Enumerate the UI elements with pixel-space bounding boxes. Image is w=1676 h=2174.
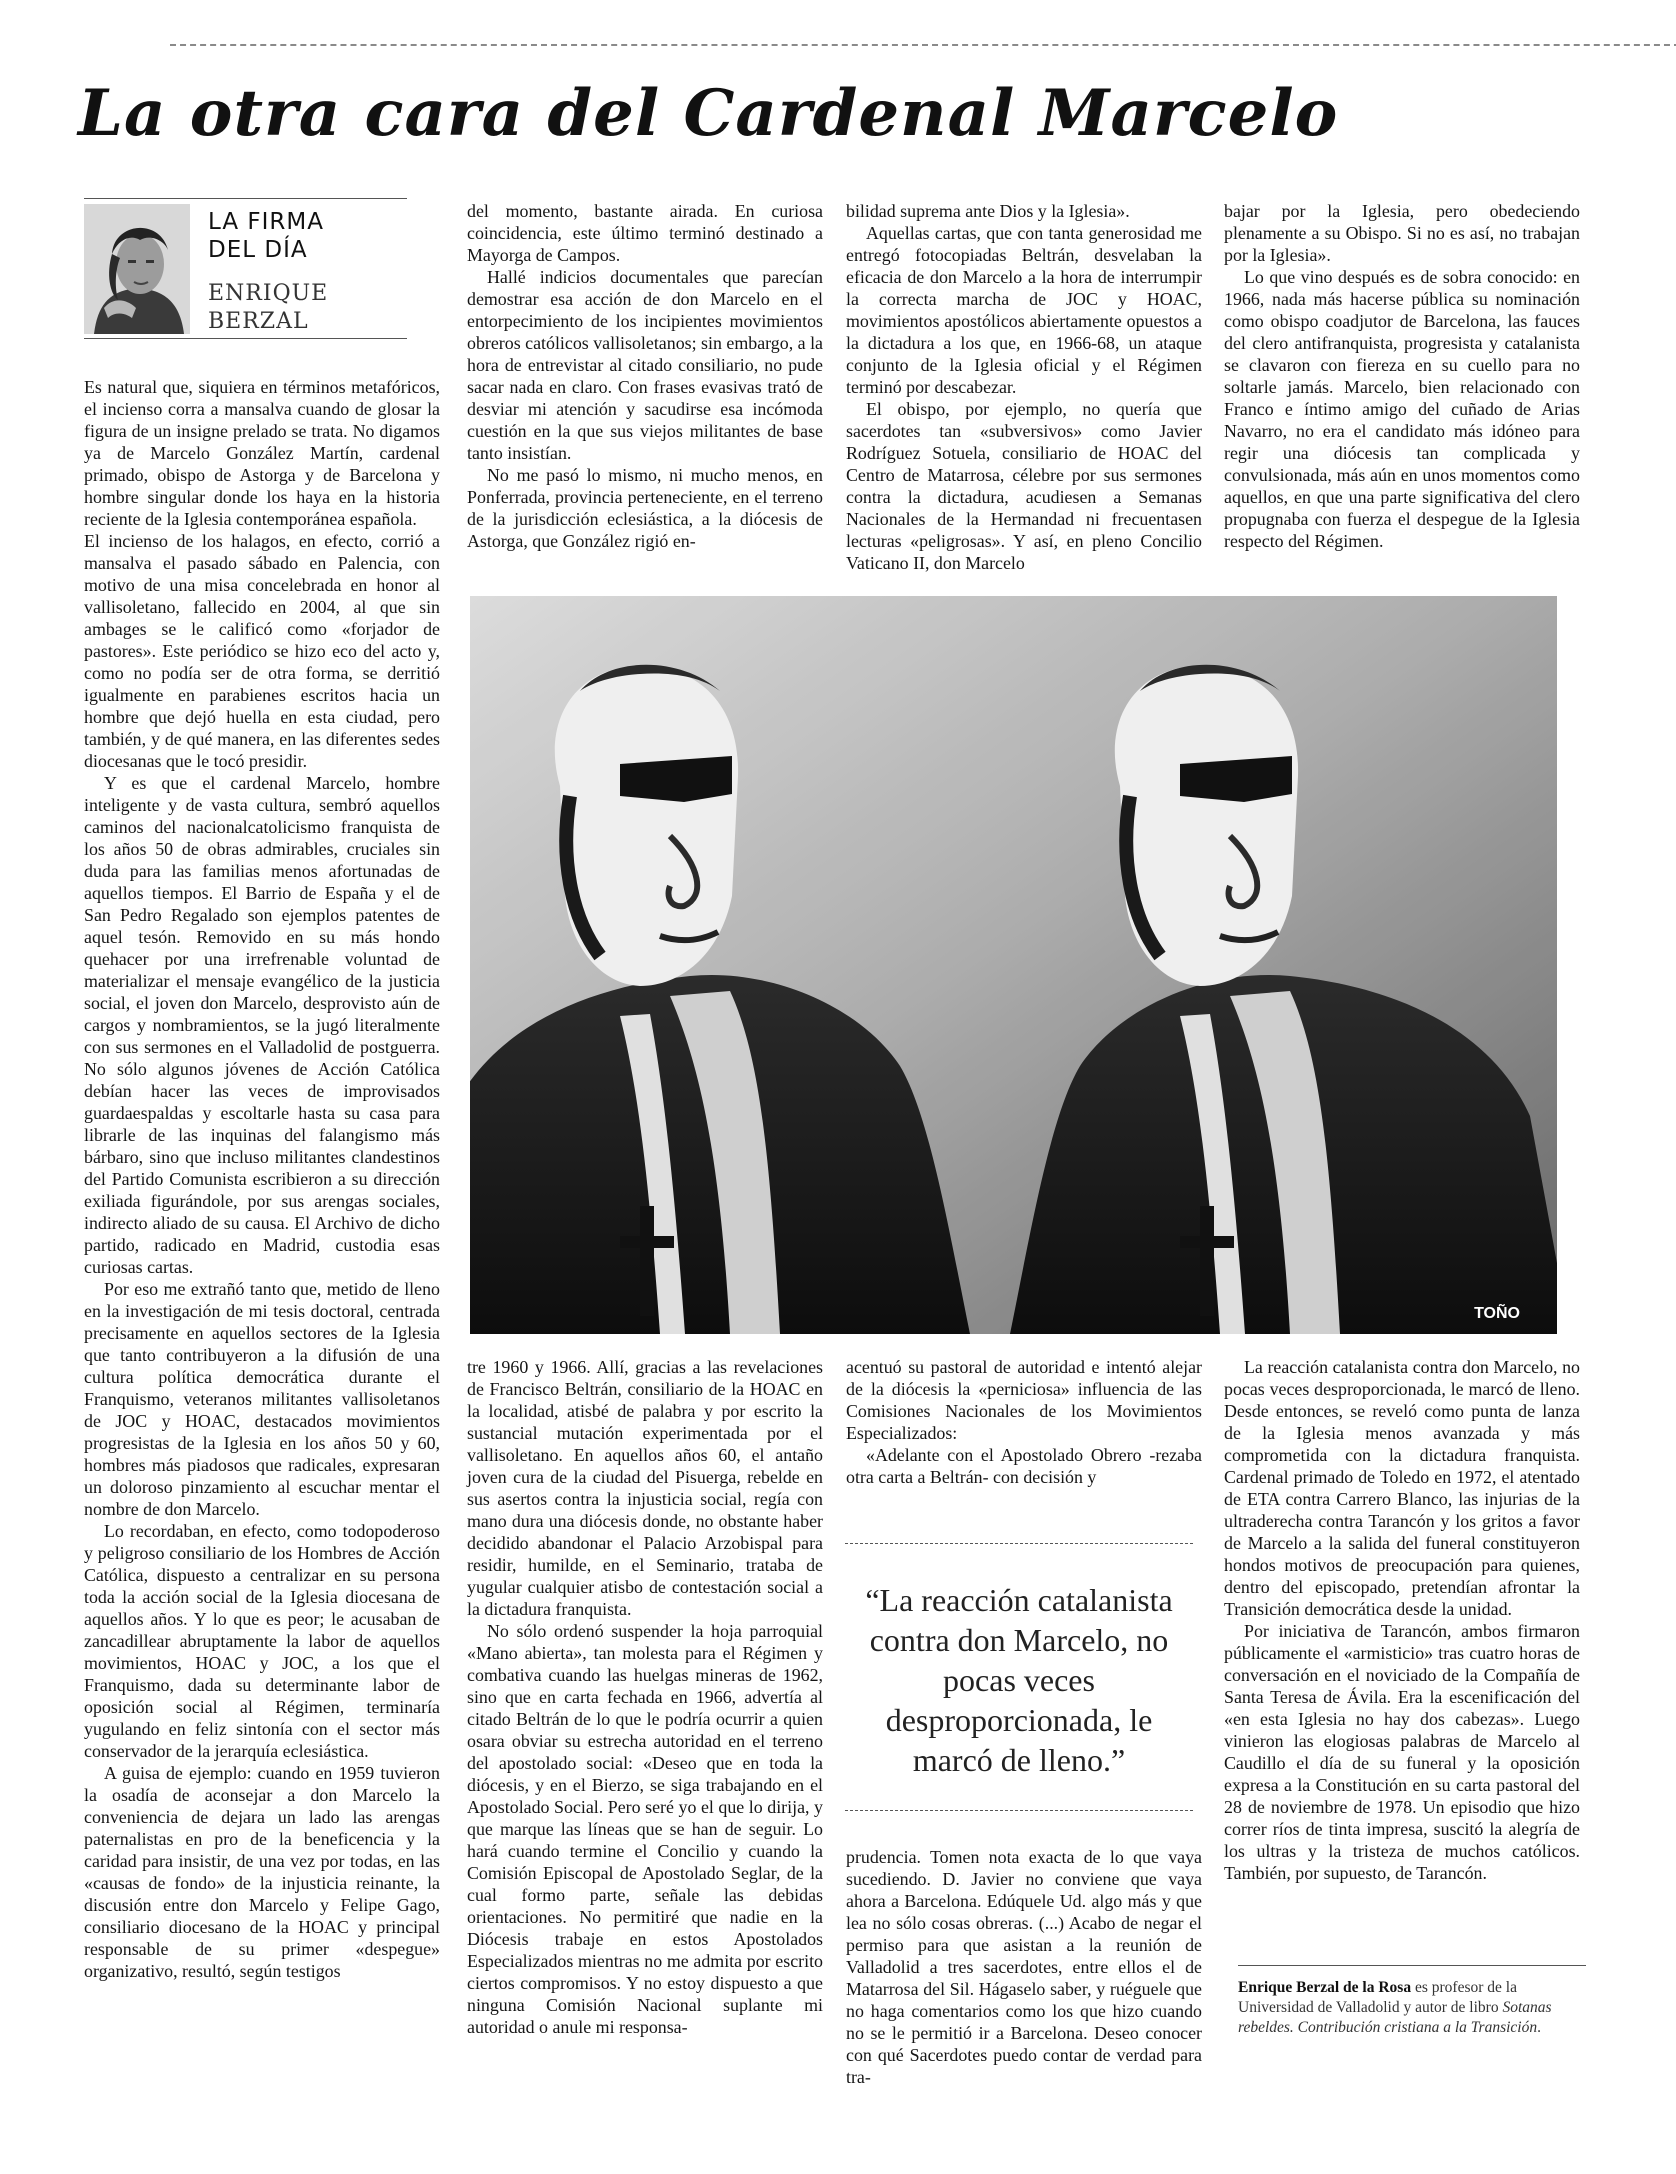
byline-top-rule [84, 198, 407, 199]
author-bio-name: Enrique Berzal de la Rosa [1238, 1979, 1412, 1996]
paragraph: A guisa de ejemplo: cuando en 1959 tuvieron la osadía de aconsejar a don Marcelo la conveniencia de dejara un lado las arengas paternalistas en pro de la beneficencia y la caridad para insistir, de una vez por todas, en las «causas de fondo» de la injusticia reinante, la discusión entre don Marcelo y Felipe Gago, consiliario diocesano de la HOAC y principal responsable de su primer «despegue» organizativo, resultó, según testigos [84, 1763, 440, 1981]
author-first-name: ENRIQUE [208, 281, 329, 306]
section-label-line-1: LA FIRMA [208, 209, 324, 235]
paragraph: Lo que vino después es de sobra conocido: en 1966, nada más hacerse pública su nominación como obispo coadjutor de Barcelona, las fauces del clero antifranquista, progresista y catalanista se clavaron con fiereza en su cuello para no soltarle jamás. Marcelo, bien relacionado con Franco e íntimo amigo del cuñado de Arias Navarro, no era el candidato más idóneo para regir una diócesis tan complicada y convulsionada, más aún en unos momentos como aquellos, en que una parte significativa del clero propugnaba con fuerza el despegue de la Iglesia respecto del Régimen. [1224, 267, 1580, 551]
paragraph: prudencia. Tomen nota exacta de lo que vaya sucediendo. D. Javier no conviene que vaya ahora a Barcelona. Edúquele Ud. algo más y que lea no sólo cosas obreras. (...) Acabo de negar el permiso para que asistan a la reunión de Valladolid a tres sacerdotes, entre ellos el de Matarrosa del Sil. Hágaselo saber, y ruéguele que no haga comentarios como los que hizo cuando no se le permitió ir a Barcelona. Deseo conocer con qué Sacerdotes puedo contar de verdad para tra- [846, 1847, 1202, 2087]
author-bio-text: es profesor de la Universidad de Valladolid y autor de libro [1238, 1979, 1517, 2016]
author-bio-end: . [1537, 2019, 1541, 2036]
paragraph: Lo recordaban, en efecto, como todopoderoso y peligroso consiliario de los Hombres de Acción Católica, dispuesto a centralizar en su persona toda la acción social de la Iglesia diocesana de aquellos años. Y lo que es peor; le acusaban de zancadillear abruptamente la labor de aquellos movimientos, HOAC y JOC, a los que el Franquismo, dada su determinante labor de oposición social al Régimen, terminaría yugulando en feliz sintonía con el sector más conservador de la jerarquía eclesiástica. [84, 1521, 440, 1761]
paragraph: bajar por la Iglesia, pero obedeciendo plenamente a su Obispo. Si no es así, no trabajan por la Iglesia». [1224, 201, 1580, 265]
paragraph: Y es que el cardenal Marcelo, hombre inteligente y de vasta cultura, sembró aquellos caminos del nacionalcatolicismo franquista de los años 50 de obras admirables, cruciales sin duda para las familias menos afortunadas de aquellos tiempos. El Barrio de España y el de San Pedro Regalado son ejemplos patentes de aquel tesón. Removido en su más hondo quehacer por una irrefrenable voluntad de materializar el mensaje evangélico de la justicia social, el joven don Marcelo, desprovisto aún de cargos y nombramientos, se la jugó literalmente con sus sermones en el Valladolid de postguerra. No sólo algunos jóvenes de Acción Católica debían hacer las veces de improvisados guardaespaldas y escoltarle hasta su casa para librarle de las inquinas del falangismo más bárbaro, sino que incluso militantes clandestinos del Partido Comunista escribieron a su dirección exiliada figurándole, por sus arengas sociales, indirecto aliado de su causa. El Archivo de dicho partido, radicado en Madrid, custodia esas curiosas cartas. [84, 773, 440, 1277]
author-bio [1238, 1978, 1588, 2038]
author-byline [84, 198, 407, 340]
column-3-bottom-a [846, 1356, 1202, 1488]
byline-bottom-rule [84, 338, 407, 339]
paragraph: No sólo ordenó suspender la hoja parroquial «Mano abierta», tan molesta para el Régimen y combativa cuando las huelgas mineras de 1962, sino que en carta fechada en 1966, advertía al citado Beltrán de lo que le podría ocurrir a quien osara obviar su estrecha autoridad en el terreno del apostolado social: «Deseo que en toda la diócesis, y en el Bierzo, se siga trabajando en el Apostolado Social. Pero seré yo el que lo dirija, y que marque las líneas que se han de seguir. Lo hará cuando termine el Concilio y cuando la Comisión Episcopal de Apostolado Seglar, de la cual formo parte, señale las debidas orientaciones. No permitiré que nadie en la Diócesis trabaje en estos Apostolados Especializados mientras no me admita por escrito ciertos compromisos. Y no estoy dispuesto a que ninguna Comisión Nacional suplante mi autoridad o anule mi responsa- [467, 1621, 823, 2037]
author-portrait [84, 204, 190, 334]
section-label-line-2: DEL DÍA [208, 237, 308, 263]
author-bio-rule [1238, 1965, 1586, 1966]
column-2-bottom [467, 1356, 823, 2038]
paragraph: Aquellas cartas, que con tanta generosidad me entregó fotocopiadas Beltrán, desvelaban la eficacia de don Marcelo a la hora de interrumpir la correcta marcha de JOC y HOAC, movimientos apostólicos abiertamente opuestos a la dictadura a los que, en 1966-68, un ataque conjunto de la Iglesia oficial y el Régimen terminó por descabezar. [846, 223, 1202, 397]
illustrator-signature: TOÑO [1474, 1305, 1520, 1322]
pull-quote-bottom-rule [845, 1810, 1193, 1811]
pull-quote-top-rule [845, 1543, 1193, 1544]
paragraph: La reacción catalanista contra don Marcelo, no pocas veces desproporcionada, le marcó de lleno. Desde entonces, se reveló como punta de lanza de la Iglesia menos avanzada y más comprometida con la dictadura franquista. Cardenal primado de Toledo en 1972, el atentado de ETA contra Carrero Blanco, las injurias de la ultraderecha contra Tarancón y los gritos a favor de Marcelo a la salida del funeral constituyeron hondos motivos de preocupación para quienes, dentro del episcopado, pretendían afrontar la Transición democrática desde la unidad. [1224, 1357, 1580, 1619]
paragraph: acentuó su pastoral de autoridad e intentó alejar de la diócesis la «perniciosa» influencia de las Comisiones Nacionales de los Movimientos Especializados: [846, 1357, 1202, 1443]
column-3-bottom-b [846, 1846, 1202, 2088]
headline: La otra cara del Cardenal Marcelo [78, 76, 1339, 151]
column-4-bottom [1224, 1356, 1580, 1884]
paragraph: bilidad suprema ante Dios y la Iglesia». [846, 201, 1130, 221]
pull-quote: “La reacción catalanista contra don Marcelo, no pocas veces desproporcionada, le marcó de lleno.” [865, 1582, 1173, 1778]
paragraph: El obispo, por ejemplo, no quería que sacerdotes tan «subversivos» como Javier Rodríguez Sotuela, consiliario de HOAC del Centro de Matarrosa, célebre por sus sermones contra la dictadura, acudiesen a Semanas Nacionales de la Hermandad ni frecuentasen lecturas «peligrosas». Y así, en pleno Concilio Vaticano II, don Marcelo [846, 399, 1202, 573]
paragraph: Es natural que, siquiera en términos metafóricos, el incienso corra a mansalva cuando de glosar la figura de un insigne prelado se trata. No digamos ya de Marcelo González Martín, cardenal primado, obispo de Astorga y de Barcelona y hombre singular donde los haya en la historia reciente de la Iglesia contemporánea española. [84, 377, 440, 529]
paragraph: tre 1960 y 1966. Allí, gracias a las revelaciones de Francisco Beltrán, consiliario de la HOAC en la localidad, atisbé de palabra y por escrito la sustancial mutación experimentada por el vallisoletano. En aquellos años 60, el antaño joven cura de la ciudad del Pisuerga, rebelde en sus asertos contra la injusticia social, regía con mano dura una diócesis donde, no obstante haber decidido abandonar el Palacio Arzobispal para residir, humilde, en el Seminario, trataba de yugular cualquier atisbo de contestación social a la dictadura franquista. [467, 1357, 823, 1619]
paragraph: El incienso de los halagos, en efecto, corrió a mansalva el pasado sábado en Palencia, con motivo de una misa concelebrada en honor al vallisoletano, fallecido en 2004, al que sin ambages se le calificó como «forjador de pastores». Este periódico se hizo eco del acto y, como no podía ser de otra forma, se derritió igualmente en parabienes escritos hacia un hombre que dejó huella en esta ciudad, pero también, y de qué manera, en las diferentes sedes diocesanas que le tocó presidir. [84, 531, 440, 771]
column-2-top [467, 200, 823, 552]
paragraph: del momento, bastante airada. En curiosa coincidencia, este último terminó destinado a Mayorga de Campos. [467, 201, 823, 265]
paragraph: Por eso me extrañó tanto que, metido de lleno en la investigación de mi tesis doctoral, centrada precisamente en aquellos sectores de la Iglesia que tanto contribuyeron a la difusión de una cultura política democrática durante el Franquismo, veteranos militantes vallisoletanos de JOC y HOAC, destacados movimientos progresistas de la Iglesia en los años 50 y 60, hombres más piadosos que radicales, expresaran un doloroso pinzamiento al escuchar mentar el nombre de don Marcelo. [84, 1279, 440, 1519]
top-dashed-rule [170, 44, 1676, 46]
paragraph: Por iniciativa de Tarancón, ambos firmaron públicamente el «armisticio» tras cuatro horas de conversación en el noviciado de la Compañía de Santa Teresa de Ávila. Era la escenificación del «en esta Iglesia no hay dos cabezas». Luego vinieron las elogiosas palabras de Marcelo al Caudillo el día de su funeral y la oposición expresa a la Constitución en su carta pastoral del 28 de noviembre de 1978. Un episodio que hizo correr ríos de tinta impresa, suscitó la alegría de los ultras y la tristeza de muchos católicos. También, por supuesto, de Tarancón. [1224, 1621, 1580, 1883]
author-bio-book: Sotanas rebeldes. Contribución cristiana a la Transición [1238, 1999, 1552, 2036]
column-1 [84, 376, 440, 1982]
author-name [208, 280, 398, 336]
column-3-top [846, 200, 1202, 574]
section-label [208, 208, 398, 264]
paragraph: «Adelante con el Apostolado Obrero -rezaba otra carta a Beltrán- con decisión y [846, 1445, 1202, 1487]
paragraph: No me pasó lo mismo, ni mucho menos, en Ponferrada, provincia perteneciente, en el terreno de la jurisdicción eclesiástica, a la diócesis de Astorga, que González rigió en- [467, 465, 823, 551]
paragraph: Hallé indicios documentales que parecían demostrar esa acción de don Marcelo en el entorpecimiento de los incipientes movimientos obreros católicos vallisoletanos; sin embargo, a la hora de entrevistar al citado consiliario, no pude sacar nada en claro. Con frases evasivas trató de desviar mi atención y sacudirse esa incómoda cuestión en la que sus viejos militantes de base tanto insistían. [467, 267, 823, 463]
illustration [470, 596, 1557, 1334]
author-last-name: BERZAL [208, 309, 309, 334]
column-4-top [1224, 200, 1580, 552]
